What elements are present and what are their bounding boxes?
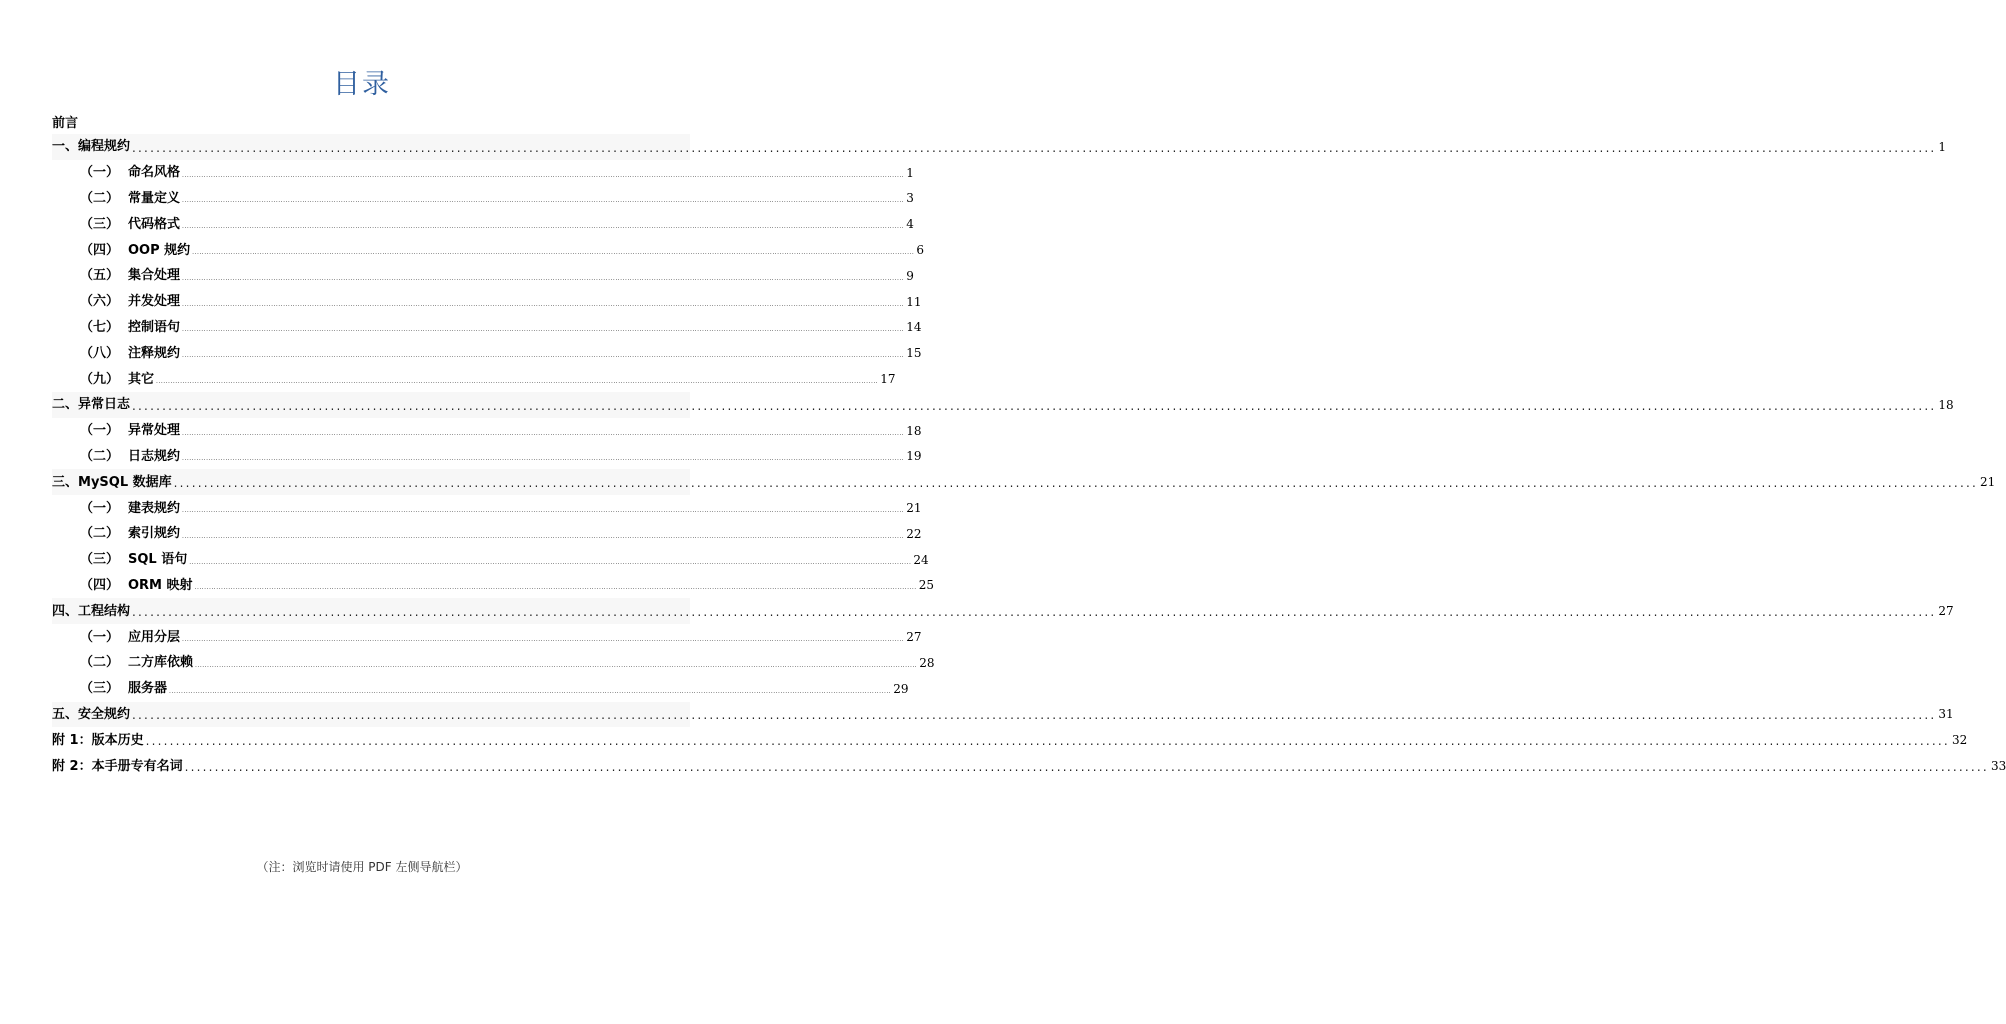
toc-entry-label: 本手册专有名词 xyxy=(91,758,183,774)
dot-leader: ............................................................................................................................................................................................................................................................................................................ xyxy=(182,300,905,308)
toc-entry-number: 二、 xyxy=(52,397,79,413)
navigation-note: （注：浏览时请使用 PDF 左侧导航栏） xyxy=(256,860,468,874)
toc-subentry[interactable] xyxy=(80,315,922,341)
toc-entry-page: 17 xyxy=(880,372,896,387)
toc-entry-number: 附 2： xyxy=(52,758,92,774)
toc-subentry[interactable] xyxy=(80,211,914,237)
toc-entry-number: 三、 xyxy=(52,474,79,490)
dot-leader: ............................................................................................................................................................................................................................................................................................................ xyxy=(156,377,879,385)
toc-entry-page: 6 xyxy=(916,243,924,258)
toc-entry-number: （四） xyxy=(80,242,120,258)
toc-entry-page: 14 xyxy=(906,320,922,335)
toc-subentry[interactable] xyxy=(80,624,922,650)
dot-leader: ............................................................................................................................................................................................................................................................................................................ xyxy=(182,429,905,437)
toc-subentry[interactable] xyxy=(80,186,914,212)
dot-leader: ............................................................................................................................................................................................................................................................................................................ xyxy=(169,687,892,695)
toc-entry-page: 18 xyxy=(1938,397,1954,412)
toc-entry-number: （六） xyxy=(80,294,120,310)
toc-preface-entry[interactable]: 前言 xyxy=(52,116,79,131)
toc-entry-label: MySQL 数据库 xyxy=(78,474,172,490)
toc-entry-label: SQL 语句 xyxy=(128,552,188,568)
toc-entry-number: （三） xyxy=(80,216,120,232)
toc-entry-label: 安全规约 xyxy=(78,706,131,722)
toc-entry-page: 19 xyxy=(906,449,922,464)
dot-leader: ............................................................................................................................................................................................................................................................................................................ xyxy=(184,759,1989,774)
toc-entry-label: 服务器 xyxy=(128,681,168,697)
toc-entry-number: （一） xyxy=(80,423,120,439)
toc-entry-label: 二方库依赖 xyxy=(128,655,194,671)
dot-leader: ............................................................................................................................................................................................................................................................................................................ xyxy=(182,352,905,360)
toc-entry-number: （九） xyxy=(80,371,120,387)
toc-entry-page: 31 xyxy=(1938,707,1954,722)
toc-entry-label: 索引规约 xyxy=(128,526,181,542)
toc-entry-label: ORM 映射 xyxy=(128,577,193,593)
dot-leader: ............................................................................................................................................................................................................................................................................................................ xyxy=(182,197,905,205)
dot-leader: ............................................................................................................................................................................................................................................................................................................ xyxy=(182,455,905,463)
dot-leader: ............................................................................................................................................................................................................................................................................................................ xyxy=(132,140,1937,155)
toc-entry-page: 29 xyxy=(893,681,909,696)
toc-subentry[interactable] xyxy=(80,340,922,366)
toc-entry-page: 18 xyxy=(906,423,922,438)
toc-entry-page: 33 xyxy=(1990,759,2006,774)
toc-entry-page: 4 xyxy=(906,217,914,232)
toc-entry-label: 命名风格 xyxy=(128,165,181,181)
toc-entry-number: （二） xyxy=(80,526,120,542)
toc-entry-label: OOP 规约 xyxy=(128,242,191,258)
toc-subentry[interactable] xyxy=(80,650,935,676)
toc-entry[interactable] xyxy=(52,134,1947,160)
toc-subentry[interactable] xyxy=(80,547,929,573)
toc-entry-page: 21 xyxy=(1980,475,1996,490)
toc-entry-page: 32 xyxy=(1951,733,1968,748)
dot-leader: ............................................................................................................................................................................................................................................................................................................ xyxy=(195,661,918,669)
toc-entry-page: 11 xyxy=(906,294,922,309)
toc-entry[interactable] xyxy=(52,753,2006,779)
toc-entry-page: 15 xyxy=(906,346,922,361)
toc-entry[interactable] xyxy=(52,392,1954,418)
dot-leader: ............................................................................................................................................................................................................................................................................................................ xyxy=(145,734,1950,749)
dot-leader: ............................................................................................................................................................................................................................................................................................................ xyxy=(182,635,905,643)
toc-entry[interactable] xyxy=(52,469,1996,495)
page-title: 目录 xyxy=(333,69,391,100)
toc-entry-label: 控制语句 xyxy=(128,319,181,335)
toc-entry-number: （八） xyxy=(80,345,120,361)
toc-subentry[interactable] xyxy=(80,366,896,392)
toc-entry-number: （四） xyxy=(80,577,120,593)
toc-entry-page: 28 xyxy=(919,655,935,670)
toc-entry[interactable] xyxy=(52,727,1968,753)
toc-entry-number: 附 1： xyxy=(52,732,92,748)
toc-entry[interactable] xyxy=(52,702,1954,728)
toc-subentry[interactable] xyxy=(80,289,922,315)
toc-entry-number: （七） xyxy=(80,319,120,335)
toc-entry-label: 常量定义 xyxy=(128,190,181,206)
toc-entry-page: 22 xyxy=(906,526,922,541)
toc-entry-label: 建表规约 xyxy=(128,500,181,516)
toc-entry-page: 25 xyxy=(918,578,934,593)
dot-leader: ............................................................................................................................................................................................................................................................................................................ xyxy=(182,326,905,334)
toc-entry-page: 1 xyxy=(906,165,914,180)
toc-entry-label: 版本历史 xyxy=(91,732,144,748)
toc-entry-label: 注释规约 xyxy=(128,345,181,361)
toc-entry-page: 24 xyxy=(913,552,929,567)
toc-entry-page: 27 xyxy=(906,630,922,645)
toc-entry-label: 异常处理 xyxy=(128,423,181,439)
dot-leader: ............................................................................................................................................................................................................................................................................................................ xyxy=(182,532,905,540)
dot-leader: ............................................................................................................................................................................................................................................................................................................ xyxy=(173,476,1978,491)
toc-entry-page: 1 xyxy=(1938,139,1947,154)
toc-entry[interactable] xyxy=(52,598,1954,624)
dot-leader: ............................................................................................................................................................................................................................................................................................................ xyxy=(132,398,1937,413)
toc-entry-label: 集合处理 xyxy=(128,268,181,284)
toc-entry-number: （一） xyxy=(80,165,120,181)
toc-entry-number: （五） xyxy=(80,268,120,284)
toc-entry-label: 其它 xyxy=(128,371,155,387)
toc-subentry[interactable] xyxy=(80,418,922,444)
toc-entry-number: 一、 xyxy=(52,139,79,155)
toc-entry-label: 应用分层 xyxy=(128,629,181,645)
toc-subentry[interactable] xyxy=(80,237,924,263)
toc-entry-page: 9 xyxy=(906,268,914,283)
toc-entry-label: 并发处理 xyxy=(128,294,181,310)
toc-entry-number: 四、 xyxy=(52,603,79,619)
toc-entry-number: （一） xyxy=(80,500,120,516)
toc-entry-label: 异常日志 xyxy=(78,397,131,413)
toc-entry-page: 3 xyxy=(906,191,914,206)
toc-entry-label: 代码格式 xyxy=(128,216,181,232)
toc-entry-number: 五、 xyxy=(52,706,79,722)
dot-leader: ............................................................................................................................................................................................................................................................................................................ xyxy=(189,558,912,566)
toc-entry-number: （三） xyxy=(80,552,120,568)
toc-subentry[interactable] xyxy=(80,263,914,289)
toc-subentry[interactable] xyxy=(80,495,922,521)
toc-entry-number: （二） xyxy=(80,655,120,671)
dot-leader: ............................................................................................................................................................................................................................................................................................................ xyxy=(192,248,915,256)
toc-entry-number: （三） xyxy=(80,681,120,697)
toc-entry-page: 27 xyxy=(1938,604,1954,619)
toc-subentry[interactable] xyxy=(80,521,922,547)
toc-entry-label: 日志规约 xyxy=(128,448,181,464)
toc-subentry[interactable] xyxy=(80,160,914,186)
dot-leader: ............................................................................................................................................................................................................................................................................................................ xyxy=(182,274,905,282)
dot-leader: ............................................................................................................................................................................................................................................................................................................ xyxy=(132,708,1937,723)
toc-entry-label: 编程规约 xyxy=(78,139,131,155)
toc-entry-page: 21 xyxy=(906,501,922,516)
toc-entry-number: （二） xyxy=(80,448,120,464)
toc-entry-number: （一） xyxy=(80,629,120,645)
dot-leader: ............................................................................................................................................................................................................................................................................................................ xyxy=(182,171,905,179)
toc-subentry[interactable] xyxy=(80,444,922,470)
dot-leader: ............................................................................................................................................................................................................................................................................................................ xyxy=(194,584,917,592)
toc-subentry[interactable] xyxy=(80,676,909,702)
toc-entry-number: （二） xyxy=(80,190,120,206)
toc-subentry[interactable] xyxy=(80,573,934,599)
dot-leader: ............................................................................................................................................................................................................................................................................................................ xyxy=(132,605,1937,620)
toc-entry-label: 工程结构 xyxy=(78,603,131,619)
dot-leader: ............................................................................................................................................................................................................................................................................................................ xyxy=(182,506,905,514)
dot-leader: ............................................................................................................................................................................................................................................................................................................ xyxy=(182,223,905,231)
